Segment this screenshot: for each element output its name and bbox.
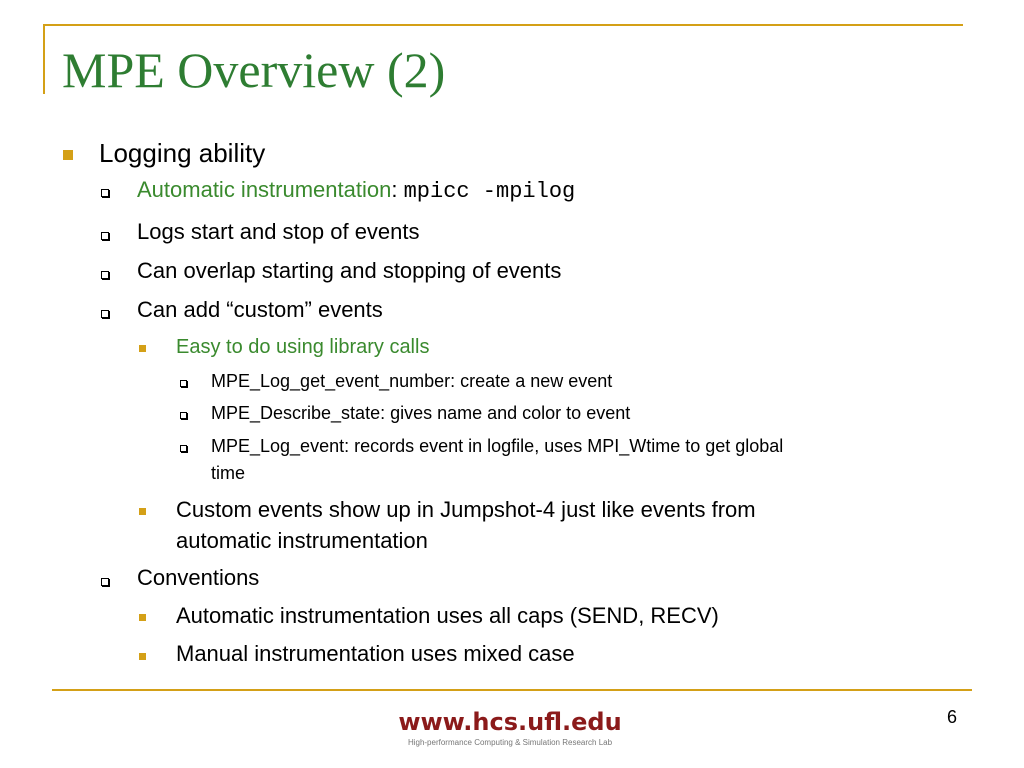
bullet-custom-events: Can add “custom” events	[137, 297, 383, 322]
hollow-square-bullet-icon	[101, 189, 109, 197]
square-bullet-icon	[139, 653, 146, 660]
compile-command: mpicc -mpilog	[403, 179, 576, 204]
page-number: 6	[947, 707, 958, 727]
bullet-automatic-instrumentation	[137, 177, 575, 204]
bullet-describe-state: MPE_Describe_state: gives name and color to event	[211, 403, 631, 423]
bullet-log-event-line2: time	[211, 463, 246, 483]
hollow-square-bullet-icon	[101, 310, 109, 318]
bullet-overlap-events: Can overlap starting and stopping of events	[137, 258, 562, 283]
bullet-custom-events-jumpshot-line1: Custom events show up in Jumpshot-4 just like events from	[176, 497, 756, 522]
bullet-automatic-caps: Automatic instrumentation uses all caps (SEND, RECV)	[176, 603, 719, 628]
bullet-custom-events-jumpshot-line2: automatic instrumentation	[176, 528, 428, 553]
automatic-instrumentation-label: Automatic instrumentation	[137, 177, 392, 202]
bullet-manual-mixed: Manual instrumentation uses mixed case	[176, 641, 575, 666]
square-bullet-icon	[139, 345, 146, 352]
square-bullet-icon	[139, 508, 146, 515]
hollow-square-bullet-icon	[180, 445, 187, 452]
hollow-square-bullet-icon	[101, 578, 109, 586]
hollow-square-bullet-icon	[101, 271, 109, 279]
bullet-logs-start-stop: Logs start and stop of events	[137, 219, 420, 244]
slide-title: MPE Overview (2)	[62, 42, 446, 98]
hollow-square-bullet-icon	[101, 232, 109, 240]
bullet-log-event-line1: MPE_Log_event: records event in logfile, uses MPI_Wtime to get global	[211, 436, 784, 456]
hollow-square-bullet-icon	[180, 380, 187, 387]
bullet-log-get-event-number: MPE_Log_get_event_number: create a new event	[211, 371, 613, 391]
hollow-square-bullet-icon	[180, 412, 187, 419]
square-bullet-icon	[139, 614, 146, 621]
bullet-conventions: Conventions	[137, 565, 260, 590]
square-bullet-icon	[63, 150, 73, 160]
footer-divider	[52, 689, 972, 691]
label-separator: :	[391, 177, 398, 202]
bullet-easy-library-calls: Easy to do using library calls	[176, 336, 430, 358]
footer-url: www.hcs.ufl.edu	[398, 708, 622, 736]
footer-lab-name: High-performance Computing & Simulation Research Lab	[407, 738, 613, 747]
bullet-logging-ability: Logging ability	[99, 138, 266, 168]
